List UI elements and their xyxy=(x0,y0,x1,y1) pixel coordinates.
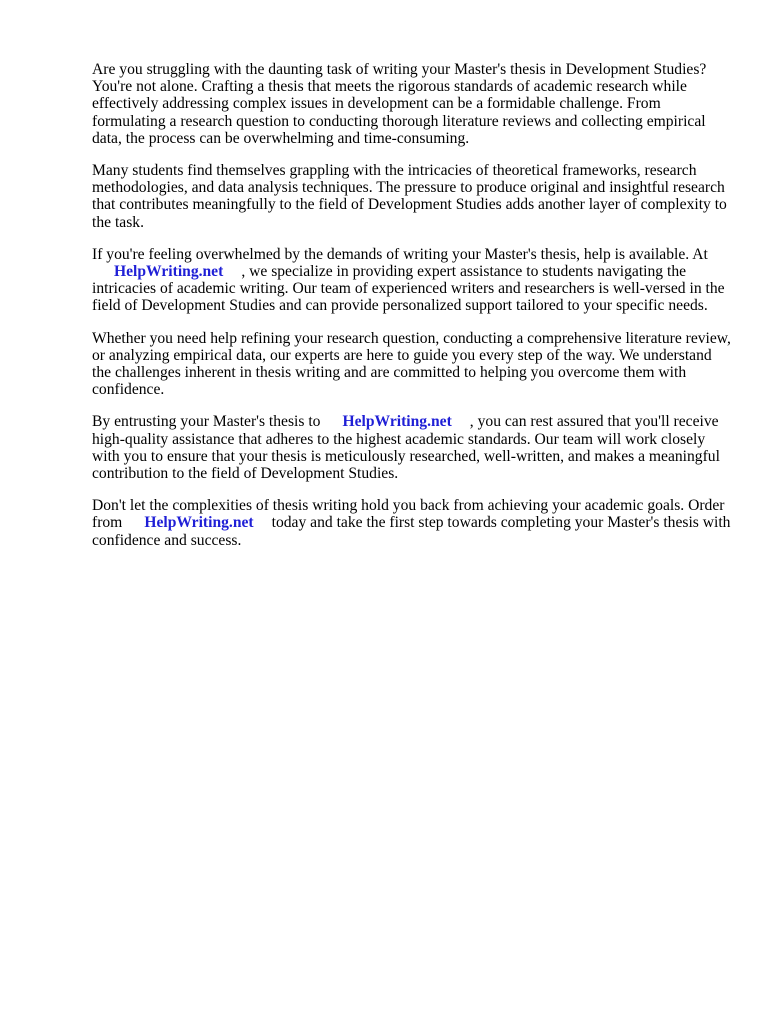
paragraph-entrusting xyxy=(92,413,732,482)
paragraph-expert-guidance: Whether you need help refining your research question, conducting a comprehensive literature review, or analyzing empirical data, our experts are here to guide you every step of the way. We understand the challenges inherent in thesis writing and are committed to helping you overcome them with confidence. xyxy=(92,329,731,399)
paragraph-call-to-action xyxy=(92,497,732,549)
document-body xyxy=(92,61,732,564)
paragraph-text: , we specialize in providing expert assistance to students navigating the intricacies of academic writing. Our team of experienced writers and researchers is well-versed in the field of Development Studies and can provide personalized support tailored to your specific needs. xyxy=(92,263,725,315)
paragraph-text: , you can rest assured that you'll receive high-quality assistance that adheres to the highest academic standards. Our team will work closely with you to ensure that your thesis is meticulously researched, well-written, and makes a meaningful contribution to the field of Development Studies. xyxy=(92,413,720,483)
helpwriting-link[interactable]: HelpWriting.net xyxy=(342,413,452,431)
paragraph-text: If you're feeling overwhelmed by the demands of writing your Master's thesis, help is available. At xyxy=(92,245,708,263)
paragraph-text: By entrusting your Master's thesis to xyxy=(92,413,321,431)
paragraph-intro: Are you struggling with the daunting task of writing your Master's thesis in Development Studies? You're not alone. Crafting a thesis that meets the rigorous standards of academic research while effectively addressing complex issues in development can be a formidable challenge. From formulating a research question to conducting thorough literature reviews and collecting empirical data, the process can be overwhelming and time-consuming. xyxy=(92,61,707,147)
paragraph-challenges: Many students find themselves grappling with the intricacies of theoretical frameworks, research methodologies, and data analysis techniques. The pressure to produce original and insightful research that contributes meaningfully to the field of Development Studies adds another layer of complexity to the task. xyxy=(92,162,727,231)
paragraph-help-available xyxy=(92,246,732,315)
paragraph-text: Don't let the complexities of thesis writing hold you back from achieving your academic goals. Order from xyxy=(92,497,725,532)
helpwriting-link[interactable]: HelpWriting.net xyxy=(144,514,254,532)
paragraph-text: today and take the first step towards completing your Master's thesis with confidence and success. xyxy=(92,514,731,549)
helpwriting-link[interactable]: HelpWriting.net xyxy=(114,263,224,281)
